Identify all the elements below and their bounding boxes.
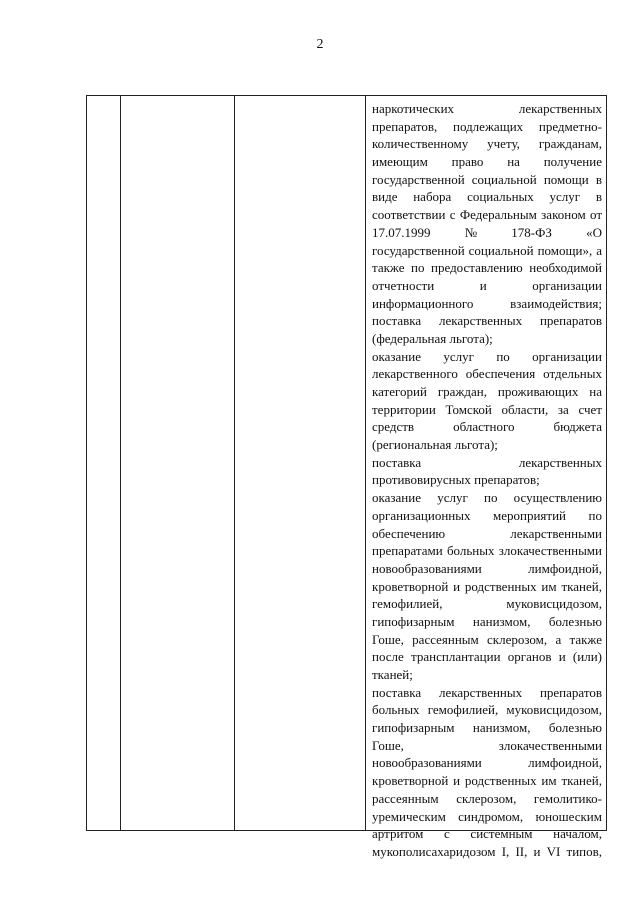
text-line: информационного взаимодействия; xyxy=(372,295,602,311)
text-line: препаратов, подлежащих предметно- xyxy=(372,118,602,134)
text-line: больных гемофилией, муковисцидозом, xyxy=(372,702,602,718)
text-line: кроветворной и родственных им тканей, xyxy=(372,773,602,789)
text-line: соответствии с Федеральным законом от xyxy=(372,207,602,223)
text-line: также по предоставлению необходимой xyxy=(372,260,602,276)
text-line: поставка лекарственных xyxy=(372,454,602,470)
text-line: новообразованиями лимфоидной, xyxy=(372,560,602,576)
text-line: тканей; xyxy=(372,667,413,682)
text-line: Гоше, злокачественными xyxy=(372,737,602,753)
text-line: территории Томской области, за счет xyxy=(372,401,602,417)
text-line: имеющим право на получение xyxy=(372,154,602,170)
text-line: уремическим синдромом, юношеским xyxy=(372,808,602,824)
text-line: 17.07.1999 № 178-ФЗ «О xyxy=(372,224,602,240)
column-divider xyxy=(234,96,235,830)
text-line: отчетности и организации xyxy=(372,277,602,293)
column-divider xyxy=(120,96,121,830)
text-line: артритом с системным началом, xyxy=(372,826,602,842)
text-line: гипофизарным нанизмом, болезнью xyxy=(372,613,602,629)
text-line: гипофизарным нанизмом, болезнью xyxy=(372,720,602,736)
text-line: после трансплантации органов и (или) xyxy=(372,649,602,665)
text-line: виде набора социальных услуг в xyxy=(372,189,602,205)
text-line: поставка лекарственных препаратов xyxy=(372,684,602,700)
text-line: средств областного бюджета xyxy=(372,419,602,435)
text-line: оказание услуг по организации xyxy=(372,348,602,364)
column-divider xyxy=(365,96,366,830)
text-line: лекарственного обеспечения отдельных xyxy=(372,366,602,382)
text-line: категорий граждан, проживающих на xyxy=(372,384,602,399)
text-line: обеспечению лекарственными xyxy=(372,525,602,541)
text-line: новообразованиями лимфоидной, xyxy=(372,755,602,771)
document-table xyxy=(86,95,607,859)
table-cell-text xyxy=(372,100,602,861)
text-line: гемофилией, муковисцидозом, xyxy=(372,596,602,612)
page-number: 2 xyxy=(316,37,324,52)
text-line: оказание услуг по осуществлению xyxy=(372,490,602,506)
text-line: рассеянным склерозом, гемолитико- xyxy=(372,790,602,806)
text-line: кроветворной и родственных им тканей, xyxy=(372,578,602,594)
text-line: количественному учету, гражданам, xyxy=(372,136,602,152)
text-line: поставка лекарственных препаратов xyxy=(372,313,602,329)
text-line: препаратами больных злокачественными xyxy=(372,543,602,559)
text-line: противовирусных препаратов; xyxy=(372,472,540,488)
text-line: (региональная льгота); xyxy=(372,437,498,453)
text-line: государственной социальной помощи», а xyxy=(372,242,602,258)
text-line: наркотических лекарственных xyxy=(372,101,602,116)
text-line: (федеральная льгота); xyxy=(372,330,493,346)
text-line: организационных мероприятий по xyxy=(372,507,602,523)
text-line: Гоше, рассеянным склерозом, а также xyxy=(372,631,602,647)
text-line: государственной социальной помощи в xyxy=(372,171,602,187)
text-line: мукополисахаридозом I, II, и VI типов, xyxy=(372,843,602,859)
